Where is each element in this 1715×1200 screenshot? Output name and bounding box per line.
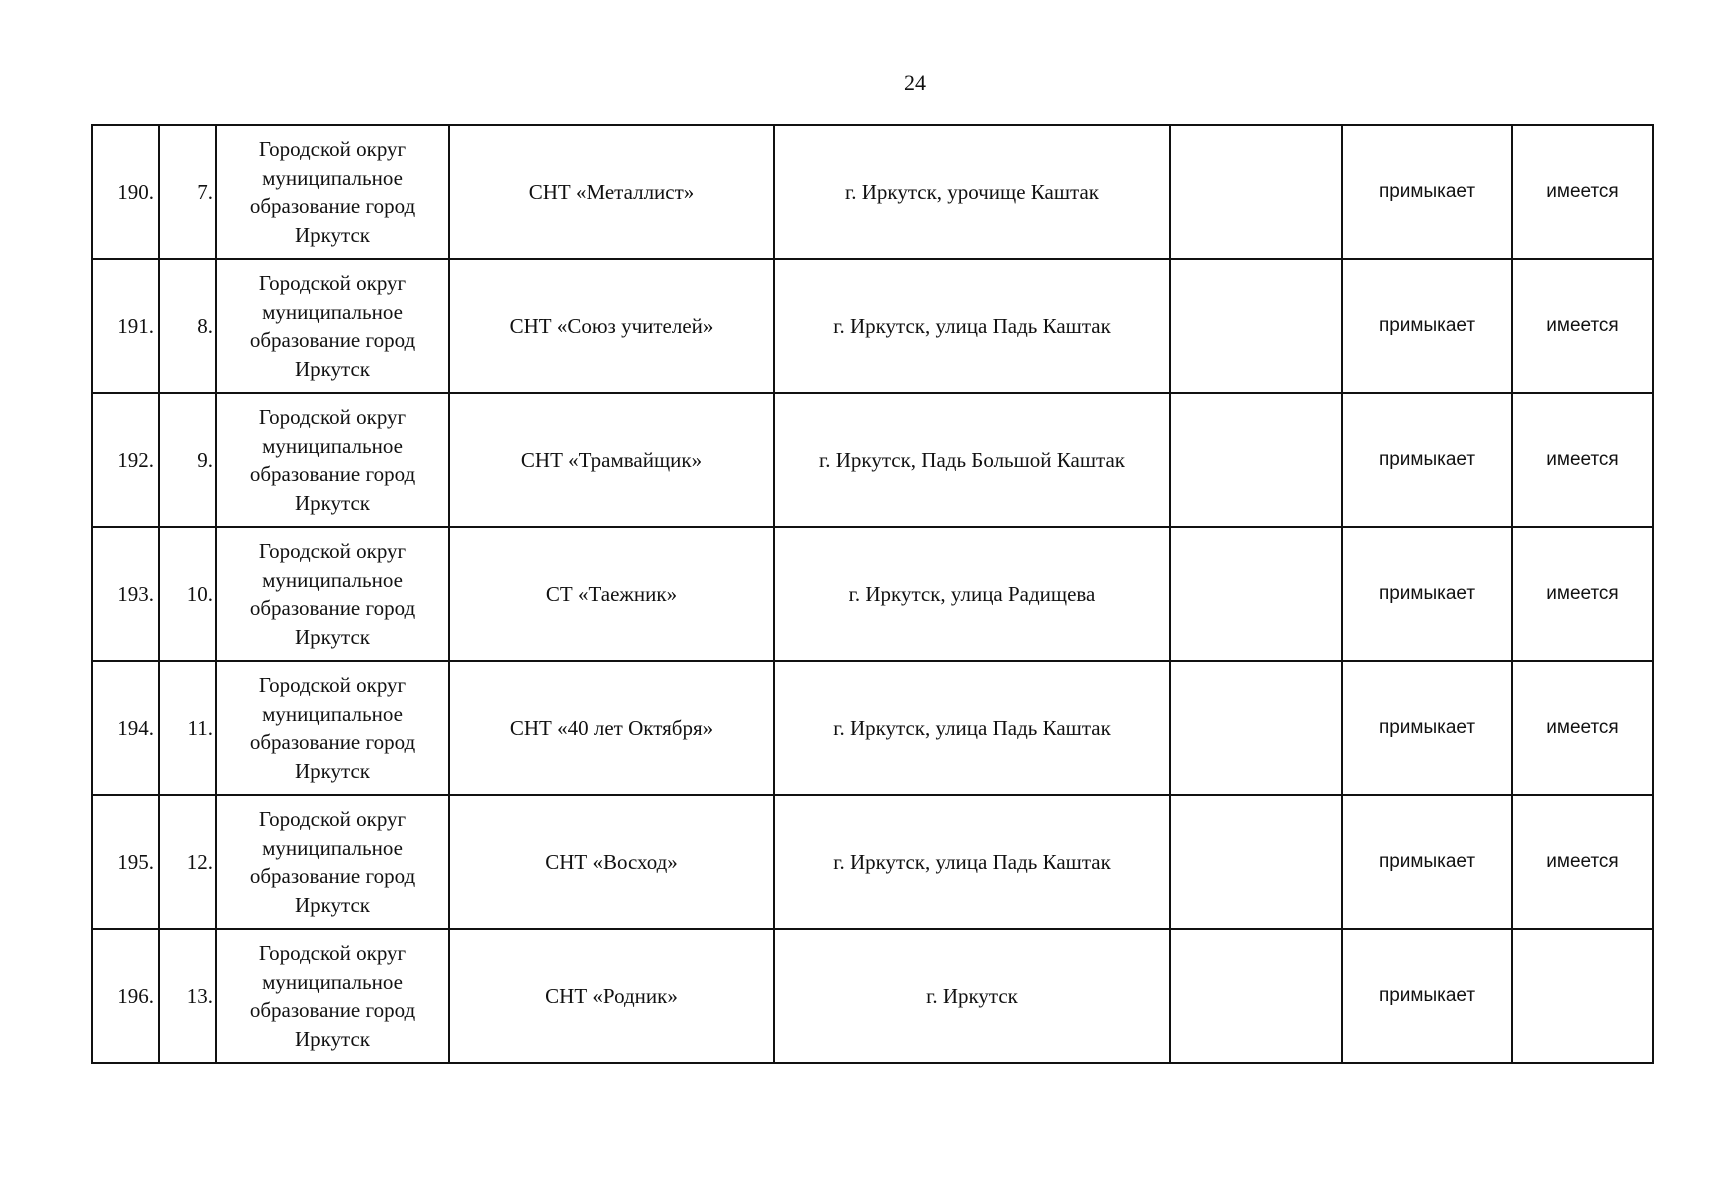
- sub-number-cell: 13.: [159, 929, 216, 1063]
- adjacency-cell: примыкает: [1342, 661, 1512, 795]
- sub-number-cell: 7.: [159, 125, 216, 259]
- page-number: 24: [904, 70, 926, 95]
- adjacency-cell: примыкает: [1342, 795, 1512, 929]
- sub-number-cell: 10.: [159, 527, 216, 661]
- row-number-cell: 191.: [92, 259, 159, 393]
- municipality-cell: Городской округ муниципальное образование город Иркутск: [216, 661, 449, 795]
- municipality-cell: Городской округ муниципальное образование город Иркутск: [216, 527, 449, 661]
- address-cell: г. Иркутск: [774, 929, 1170, 1063]
- availability-cell: [1512, 929, 1653, 1063]
- municipality-cell: Городской округ муниципальное образование город Иркутск: [216, 125, 449, 259]
- blank-cell: [1170, 929, 1342, 1063]
- name-cell: СНТ «Трамвайщик»: [449, 393, 774, 527]
- row-number-cell: 195.: [92, 795, 159, 929]
- table-row: [92, 393, 1653, 527]
- availability-cell: имеется: [1512, 661, 1653, 795]
- name-cell: СНТ «40 лет Октября»: [449, 661, 774, 795]
- adjacency-cell: примыкает: [1342, 125, 1512, 259]
- sub-number-cell: 12.: [159, 795, 216, 929]
- adjacency-cell: примыкает: [1342, 527, 1512, 661]
- blank-cell: [1170, 125, 1342, 259]
- name-cell: СНТ «Родник»: [449, 929, 774, 1063]
- municipality-cell: Городской округ муниципальное образование город Иркутск: [216, 795, 449, 929]
- municipality-cell: Городской округ муниципальное образование город Иркутск: [216, 929, 449, 1063]
- address-cell: г. Иркутск, улица Падь Каштак: [774, 795, 1170, 929]
- name-cell: СНТ «Восход»: [449, 795, 774, 929]
- name-cell: СТ «Таежник»: [449, 527, 774, 661]
- settlements-table: [91, 124, 1654, 1064]
- availability-cell: имеется: [1512, 259, 1653, 393]
- row-number-cell: 193.: [92, 527, 159, 661]
- adjacency-cell: примыкает: [1342, 393, 1512, 527]
- availability-cell: имеется: [1512, 795, 1653, 929]
- blank-cell: [1170, 259, 1342, 393]
- blank-cell: [1170, 661, 1342, 795]
- blank-cell: [1170, 795, 1342, 929]
- sub-number-cell: 11.: [159, 661, 216, 795]
- municipality-cell: Городской округ муниципальное образование город Иркутск: [216, 259, 449, 393]
- row-number-cell: 194.: [92, 661, 159, 795]
- table-row: [92, 661, 1653, 795]
- name-cell: СНТ «Металлист»: [449, 125, 774, 259]
- address-cell: г. Иркутск, Падь Большой Каштак: [774, 393, 1170, 527]
- blank-cell: [1170, 527, 1342, 661]
- address-cell: г. Иркутск, урочище Каштак: [774, 125, 1170, 259]
- adjacency-cell: примыкает: [1342, 259, 1512, 393]
- adjacency-cell: примыкает: [1342, 929, 1512, 1063]
- table-row: [92, 527, 1653, 661]
- row-number-cell: 196.: [92, 929, 159, 1063]
- address-cell: г. Иркутск, улица Падь Каштак: [774, 259, 1170, 393]
- table-row: [92, 259, 1653, 393]
- address-cell: г. Иркутск, улица Радищева: [774, 527, 1170, 661]
- table-row: [92, 795, 1653, 929]
- table-row: [92, 125, 1653, 259]
- row-number-cell: 192.: [92, 393, 159, 527]
- sub-number-cell: 8.: [159, 259, 216, 393]
- name-cell: СНТ «Союз учителей»: [449, 259, 774, 393]
- table-row: [92, 929, 1653, 1063]
- address-cell: г. Иркутск, улица Падь Каштак: [774, 661, 1170, 795]
- municipality-cell: Городской округ муниципальное образование город Иркутск: [216, 393, 449, 527]
- sub-number-cell: 9.: [159, 393, 216, 527]
- availability-cell: имеется: [1512, 393, 1653, 527]
- row-number-cell: 190.: [92, 125, 159, 259]
- blank-cell: [1170, 393, 1342, 527]
- availability-cell: имеется: [1512, 125, 1653, 259]
- availability-cell: имеется: [1512, 527, 1653, 661]
